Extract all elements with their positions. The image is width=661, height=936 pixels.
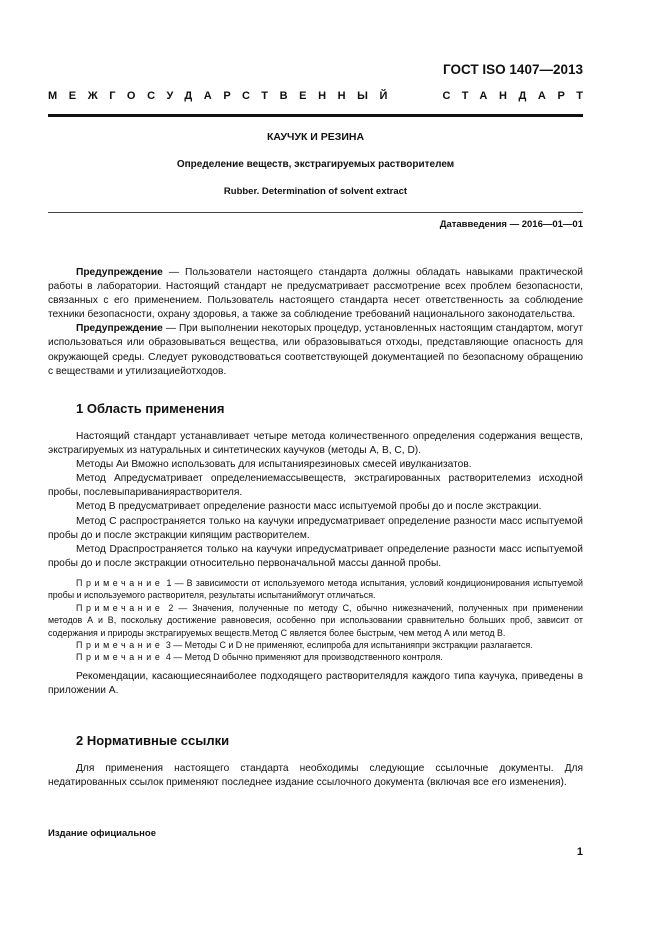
note-text: 2 — Значения, полученные по методу С, обычно нижезначений, полученных при применении методов А и В, поскольку достижение равновесия, особенно при использовании сравнительно больших проб, зависит от содержания и природы экстрагируемых веществ.Метод С является более быстрым, чем метод А или метод В. <box>48 602 583 638</box>
note-label: Примечание <box>76 639 164 650</box>
note <box>48 651 583 663</box>
note-label: Примечание <box>76 652 164 663</box>
section-paragraph: Метод Dраспространяется только на каучуки ипредусматривает определение разности масс испытуемой пробы до и после экстракции относительно первоначальной массы данной пробы. <box>48 543 583 569</box>
warning-paragraph <box>48 266 583 322</box>
warnings-block <box>48 266 583 379</box>
note-text: 1 — В зависимости от используемого метода испытания, условий кондиционирования испытуемой пробы и используемого растворителя, результаты испытаниймогут отличаться. <box>48 577 583 601</box>
note-label: Примечание <box>76 577 164 588</box>
interstate-word: МЕЖГОСУДАРСТВЕННЫЙ <box>48 90 400 102</box>
note-label: Примечание <box>76 602 164 613</box>
note-text: 4 — Метод D обычно применяют для производственного контроля. <box>163 652 443 663</box>
standard-title: КАУЧУК И РЕЗИНА <box>266 131 365 143</box>
interstate-standard-banner <box>48 90 595 102</box>
section-paragraph: Для применения настоящего стандарта необходимы следующие ссылочные документы. Для недатированных ссылок применяют последнее издание ссылочного документа (включая все его изменения). <box>48 763 583 789</box>
section-paragraph: Методы Аи Вможно использовать для испытаниярезиновых смесей ивулканизатов. <box>76 459 472 471</box>
section-2-body <box>48 762 583 790</box>
note <box>48 639 583 651</box>
warning-paragraph <box>48 322 583 378</box>
warning-label: Предупреждение <box>76 323 163 335</box>
section-2-heading: 2 Нормативные ссылки <box>76 733 230 748</box>
section-paragraph: Метод В предусматривает определение разности масс испытуемой пробы до и после экстракции. <box>76 501 542 513</box>
warning-text: — Пользователи настоящего стандарта должны обладать навыками практической работы в лаборатории. Настоящий стандарт не предусматривает рассмотрение всех проблем безопасности, связанных с его применением. Пользователь настоящего стандарта несет ответственность за соблюдение техники безопасности, охрану здоровья, а также за соблюдение требований национального законодательства. <box>48 267 583 321</box>
note <box>48 577 583 602</box>
standard-subtitle: Определение веществ, экстрагируемых растворителем <box>176 159 455 170</box>
section-paragraph: Метод Апредусматривает определениемассывеществ, экстрагированных растворителемиз исходной пробы, послевыпариваниярастворителя. <box>48 473 583 499</box>
warning-label: Предупреждение <box>76 267 163 278</box>
section-paragraph: Настоящий стандарт устанавливает четыре метода количественного определения содержания веществ, экстрагируемых из натуральных и синтетических каучуков (методы А, В, С, D). <box>48 431 583 457</box>
introduction-date: Датавведения — 2016—01—01 <box>439 219 583 230</box>
section-1-body <box>48 430 583 698</box>
edition-label: Издание официальное <box>48 828 156 839</box>
warning-text: — При выполнении некоторых процедур, установленных настоящим стандартом, могут использоваться или образовываться вещества, или образовываться отходы, представляющие опасность для окружающей среды. Следует руководствоваться соответствующей документацией по безопасному обращению с веществами и утилизациейотходов. <box>48 323 583 377</box>
section-1-heading: 1 Область применения <box>76 401 225 416</box>
document-code: ГОСТ ISO 1407—2013 <box>443 62 583 77</box>
page-number: 1 <box>576 846 583 858</box>
section-paragraph: Рекомендации, касающиесянаиболее подходящего растворителядля каждого типа каучука, приведены в приложении А. <box>48 670 583 696</box>
section-paragraph: Метод С распространяется только на каучуки ипредусматривает определение разности масс испытуемой пробы до и после экстракции кипящим растворителем. <box>48 515 583 541</box>
note-text: 3 — Методы С и D не применяют, еслипроба для испытанияпри экстракции разлагается. <box>163 639 533 650</box>
standard-word: СТАНДАРТ <box>442 90 595 102</box>
title-rule <box>48 212 583 213</box>
note <box>48 602 583 639</box>
header-rule <box>48 114 583 117</box>
english-title: Rubber. Determination of solvent extract <box>223 186 408 197</box>
